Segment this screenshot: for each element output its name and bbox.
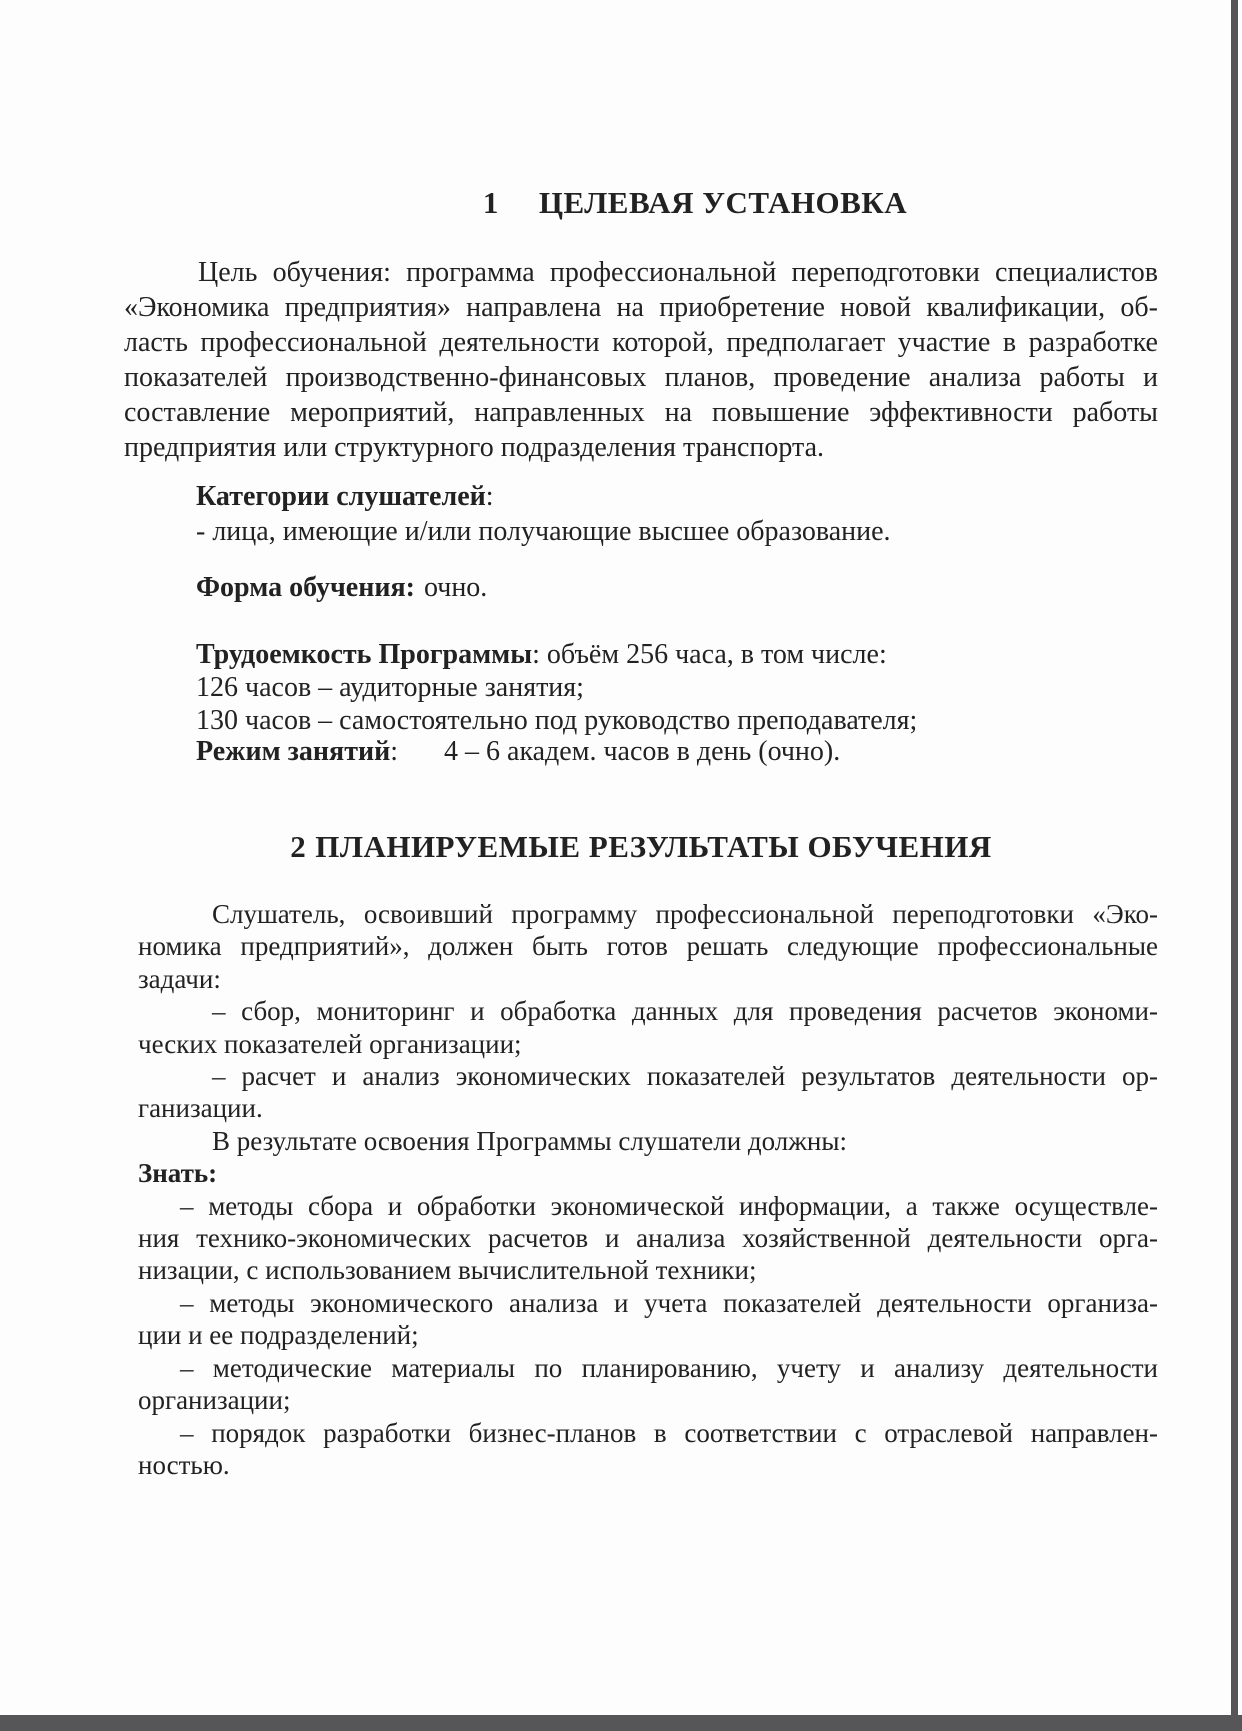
text-line: – методы экономического анализа и учета показателей деятельности организа- xyxy=(180,1287,1158,1318)
text-line: «Экономика предприятия» направлена на приобретение новой квалификации, об- xyxy=(124,292,1158,323)
section1-heading xyxy=(178,185,1212,221)
page-content xyxy=(124,0,1158,1731)
text-line: В результате освоения Программы слушатели должны: xyxy=(212,1125,848,1156)
section2-heading xyxy=(124,829,1158,865)
section2-title: ПЛАНИРУЕМЫЕ РЕЗУЛЬТАТЫ ОБУЧЕНИЯ xyxy=(315,829,992,864)
text-line: Цель обучения: программа профессиональной переподготовки специалистов xyxy=(198,257,1158,288)
workload-line xyxy=(124,637,1158,672)
text-line: 130 часов – самостоятельно под руководство преподавателя; xyxy=(196,704,918,736)
text-line: организации; xyxy=(138,1385,291,1416)
text-line: низации, с использованием вычислительной техники; xyxy=(138,1255,757,1286)
text-line: – методы сбора и обработки экономической информации, а также осуществле- xyxy=(180,1190,1158,1221)
text-line: – расчет и анализ экономических показателей результатов деятельности ор- xyxy=(212,1061,1158,1092)
text-line: ческих показателей организации; xyxy=(138,1028,522,1059)
text-line: Слушатель, освоивший программу профессиональной переподготовки «Эко- xyxy=(212,899,1158,929)
text-line: ния технико-экономических расчетов и анализа хозяйственной деятельности орга- xyxy=(138,1223,1158,1254)
categories-label: Категории слушателей xyxy=(196,481,486,512)
section2-number: 2 xyxy=(290,829,307,864)
schedule-colon: : xyxy=(390,736,399,767)
study-form-value: очно. xyxy=(423,572,488,603)
section1-number: 1 xyxy=(482,185,499,220)
scan-edge-bottom xyxy=(0,1715,1242,1731)
text-line: ции и ее подразделений; xyxy=(138,1320,419,1351)
text-line: составление мероприятий, направленных на повышение эффективности работы xyxy=(124,397,1158,428)
schedule-value: 4 – 6 академ. часов в день (очно). xyxy=(444,736,841,767)
text-line: номика предприятий», должен быть готов решать следующие профессиональные xyxy=(138,931,1158,962)
schedule-line xyxy=(124,734,1158,769)
text-line: ностью. xyxy=(138,1449,230,1480)
text-line: ласть профессиональной деятельности которой, предполагает участие в разработке xyxy=(124,327,1158,358)
section1-intro-paragraph xyxy=(124,255,1158,465)
categories-colon: : xyxy=(485,481,494,512)
workload-label: Трудоемкость Программы xyxy=(196,639,533,670)
categories-item: - лица, имеющие и/или получающие высшее образование. xyxy=(196,516,891,547)
schedule-label: Режим занятий xyxy=(196,736,391,767)
text-line: – порядок разработки бизнес-планов в соответствии с отраслевой направлен- xyxy=(180,1417,1158,1448)
text-line: – сбор, мониторинг и обработка данных для проведения расчетов экономи- xyxy=(212,996,1158,1027)
text-line: ганизации. xyxy=(138,1093,263,1124)
scan-edge-right xyxy=(1231,0,1238,1731)
categories-heading xyxy=(124,479,1158,514)
text-line: задачи: xyxy=(138,963,221,994)
text-line: показателей производственно-финансовых планов, проведение анализа работы и xyxy=(124,362,1158,393)
text-line: Знать: xyxy=(138,1158,218,1189)
workload-rest: : объём 256 часа, в том числе: xyxy=(532,639,887,670)
text-line: предприятия или структурного подразделения транспорта. xyxy=(124,432,825,463)
workload-items xyxy=(124,672,1158,737)
section1-title: ЦЕЛЕВАЯ УСТАНОВКА xyxy=(538,185,908,220)
text-line: 126 часов – аудиторные занятия; xyxy=(196,672,584,703)
section2-results-paragraph xyxy=(138,898,1158,1481)
study-form-label: Форма обучения: xyxy=(196,572,415,603)
text-line: – методические материалы по планированию, учету и анализу деятельности xyxy=(180,1352,1158,1383)
study-form-line xyxy=(124,570,1158,605)
